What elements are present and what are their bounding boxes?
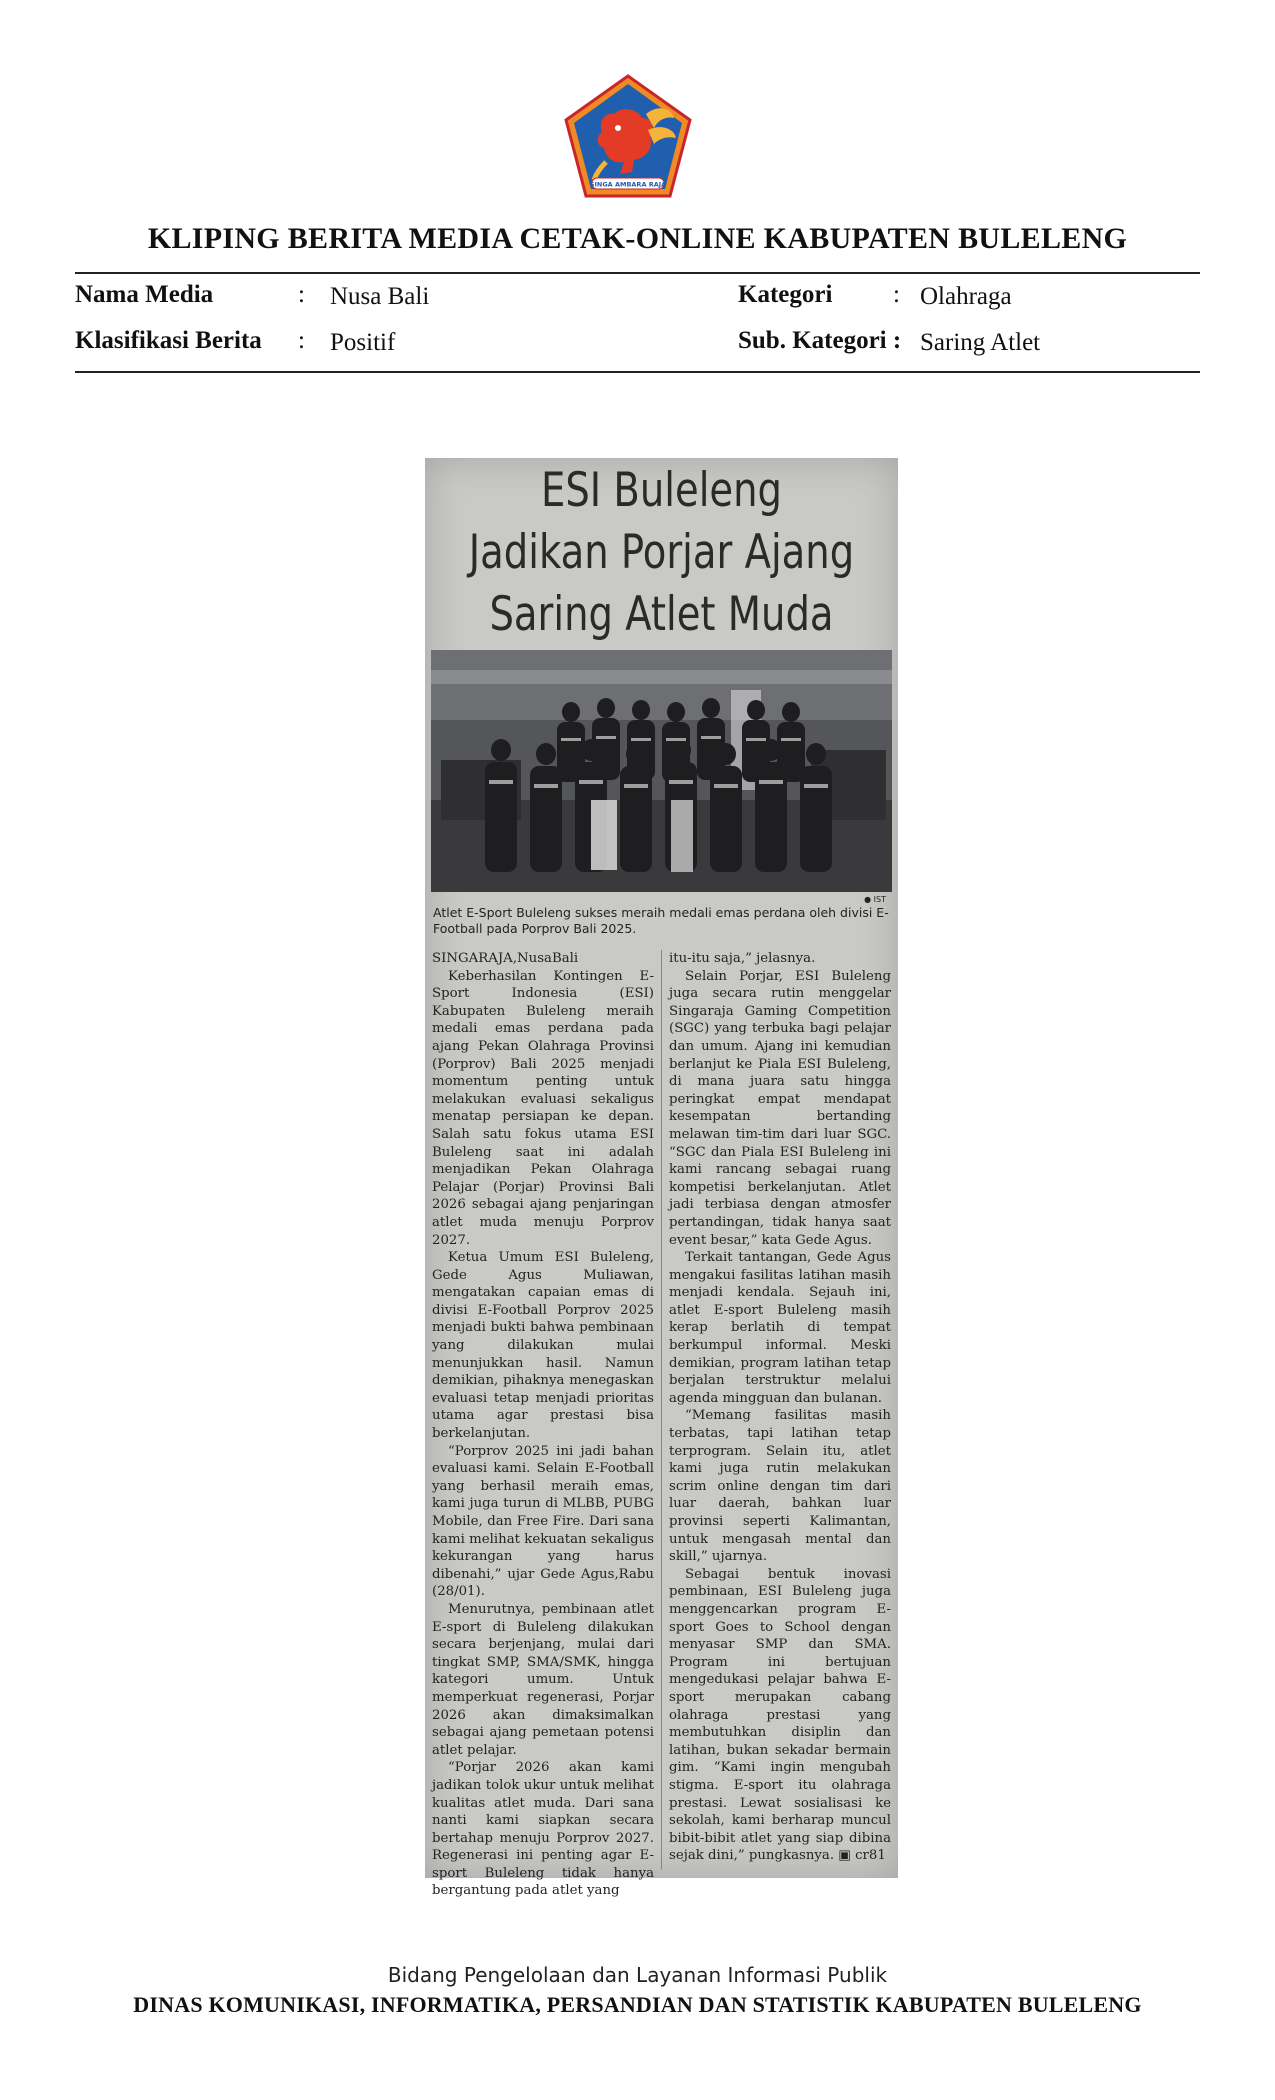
photo-credit: ● IST: [864, 895, 886, 904]
article-right-column: [669, 950, 891, 1865]
subkategori-label: Sub. Kategori :: [738, 327, 902, 354]
klasifikasi-value: Positif: [330, 329, 396, 356]
photo-caption: Atlet E-Sport Buleleng sukses meraih medali emas perdana oleh divisi E-Football pada Porprov Bali 2025.: [433, 905, 889, 936]
article-headline: [425, 458, 898, 646]
bottom-divider: [75, 371, 1200, 373]
klasifikasi-separator: :: [298, 327, 305, 354]
media-separator: :: [298, 281, 305, 308]
kategori-label: Kategori: [738, 281, 833, 308]
headline-line: ESI Buleleng: [540, 463, 783, 518]
article-paragraph: Sebagai bentuk inovasi pembinaan, ESI Buleleng juga menggencarkan program E-sport Goes to School dengan menyasar SMP dan SMA. Program ini bertujuan mengedukasi pelajar bahwa E-sport merupakan cabang olahraga prestasi yang membutuhkan disiplin dan latihan, bukan sekadar bermain gim. “Kami ingin mengubah stigma. E-sport itu olahraga prestasi. Lewat sosialisasi ke sekolah, kami berharap muncul bibit-bibit atlet yang siap dibina sejak dini,” pungkasnya. ▣ cr81: [669, 1566, 891, 1864]
headline-line: Jadikan Porjar Ajang: [468, 525, 855, 580]
headline-line: Saring Atlet Muda: [489, 587, 834, 642]
article-paragraph: “Memang fasilitas masih terbatas, tapi latihan tetap terprogram. Selain itu, atlet kami juga rutin melakukan scrim online dengan tim dari luar daerah, bahkan luar provinsi seperti Kalimantan, untuk mengasah mental dan skill,” ujarnya.: [669, 1408, 891, 1565]
article-left-column: [432, 950, 654, 1900]
subkategori-value: Saring Atlet: [920, 329, 1041, 356]
footer-agency: DINAS KOMUNIKASI, INFORMATIKA, PERSANDIAN DAN STATISTIK KABUPATEN BULELENG: [133, 1992, 1142, 2017]
top-divider: [75, 272, 1200, 274]
article-paragraph: Menurutnya, pembinaan atlet E-sport di Buleleng dilakukan secara berjenjang, mulai dari tingkat SMP, SMA/SMK, hingga kategori umum. Untuk memperkuat regenerasi, Porjar 2026 akan dimaksimalkan sebagai ajang pemetaan potensi atlet pelajar.: [432, 1601, 654, 1758]
page-title: KLIPING BERITA MEDIA CETAK-ONLINE KABUPATEN BULELENG: [147, 222, 1128, 255]
article-paragraph: Selain Porjar, ESI Buleleng juga secara rutin menggelar Singaraja Gaming Competition (SGC) yang terbuka bagi pelajar dan umum. Ajang ini kemudian berlanjut ke Piala ESI Buleleng, di mana juara satu hingga peringkat empat mendapat kesempatan bertanding melawan tim-tim dari luar SGC. “SGC dan Piala ESI Buleleng ini kami rancang sebagai ruang kompetisi berkelanjutan. Atlet jadi terbiasa dengan atmosfer pertandingan, tidak hanya saat event besar,” kata Gede Agus.: [669, 968, 891, 1248]
news-clipping: [425, 458, 898, 1899]
article-paragraph: Terkait tantangan, Gede Agus mengakui fasilitas latihan masih menjadi kendala. Sejauh ini, atlet E-sport Buleleng masih kerap berlatih di tempat berkumpul informal. Meski demikian, program latihan tetap berjalan terstruktur melalui agenda mingguan dan bulanan.: [669, 1250, 891, 1406]
singa-ambara-raja-logo: [562, 74, 694, 200]
column-divider: [661, 950, 662, 1870]
kategori-value: Olahraga: [920, 283, 1012, 310]
klasifikasi-label: Klasifikasi Berita: [75, 327, 262, 354]
article-dateline: SINGARAJA,NusaBali: [432, 951, 579, 966]
team-photo: [431, 650, 892, 892]
footer-department: Bidang Pengelolaan dan Layanan Informasi Publik: [387, 1963, 888, 1987]
article-paragraph: “Porprov 2025 ini jadi bahan evaluasi kami. Selain E-Football yang berhasil meraih emas, kami juga turun di MLBB, PUBG Mobile, dan Free Fire. Dari sana kami melihat kekuatan sekaligus kekurangan yang harus dibenahi,” ujar Gede Agus,Rabu (28/01).: [432, 1443, 654, 1600]
logo-motto: SINGA AMBARA RAJA: [589, 180, 667, 189]
article-paragraph: itu-itu saja,” jelasnya.: [669, 951, 816, 966]
article-paragraph: “Porjar 2026 akan kami jadikan tolok ukur untuk melihat kualitas atlet muda. Dari sana nanti kami siapkan secara bertahap menuju Porprov 2027. Regenerasi ini penting agar E-sport Buleleng tidak hanya bergantung pada atlet yang: [432, 1760, 654, 1899]
article-paragraph: Ketua Umum ESI Buleleng, Gede Agus Muliawan, mengatakan capaian emas di divisi E-Football Porprov 2025 menjadi bukti bahwa pembinaan yang dilakukan mulai menunjukkan hasil. Namun demikian, pihaknya menegaskan evaluasi tetap menjadi prioritas utama agar prestasi bisa berkelanjutan.: [432, 1250, 654, 1442]
article-paragraph: Keberhasilan Kontingen E-Sport Indonesia (ESI) Kabupaten Buleleng meraih medali emas perdana pada ajang Pekan Olahraga Provinsi (Porprov) Bali 2025 menjadi momentum penting untuk melakukan evaluasi sekaligus menatap persiapan ke depan. Salah satu fokus utama ESI Buleleng saat ini adalah menjadikan Pekan Olahraga Pelajar (Porjar) Provinsi Bali 2026 sebagai ajang penjaringan atlet muda menuju Porprov 2027.: [432, 968, 654, 1248]
media-value: Nusa Bali: [330, 283, 430, 310]
kategori-separator: :: [893, 281, 900, 308]
media-label: Nama Media: [75, 281, 214, 308]
